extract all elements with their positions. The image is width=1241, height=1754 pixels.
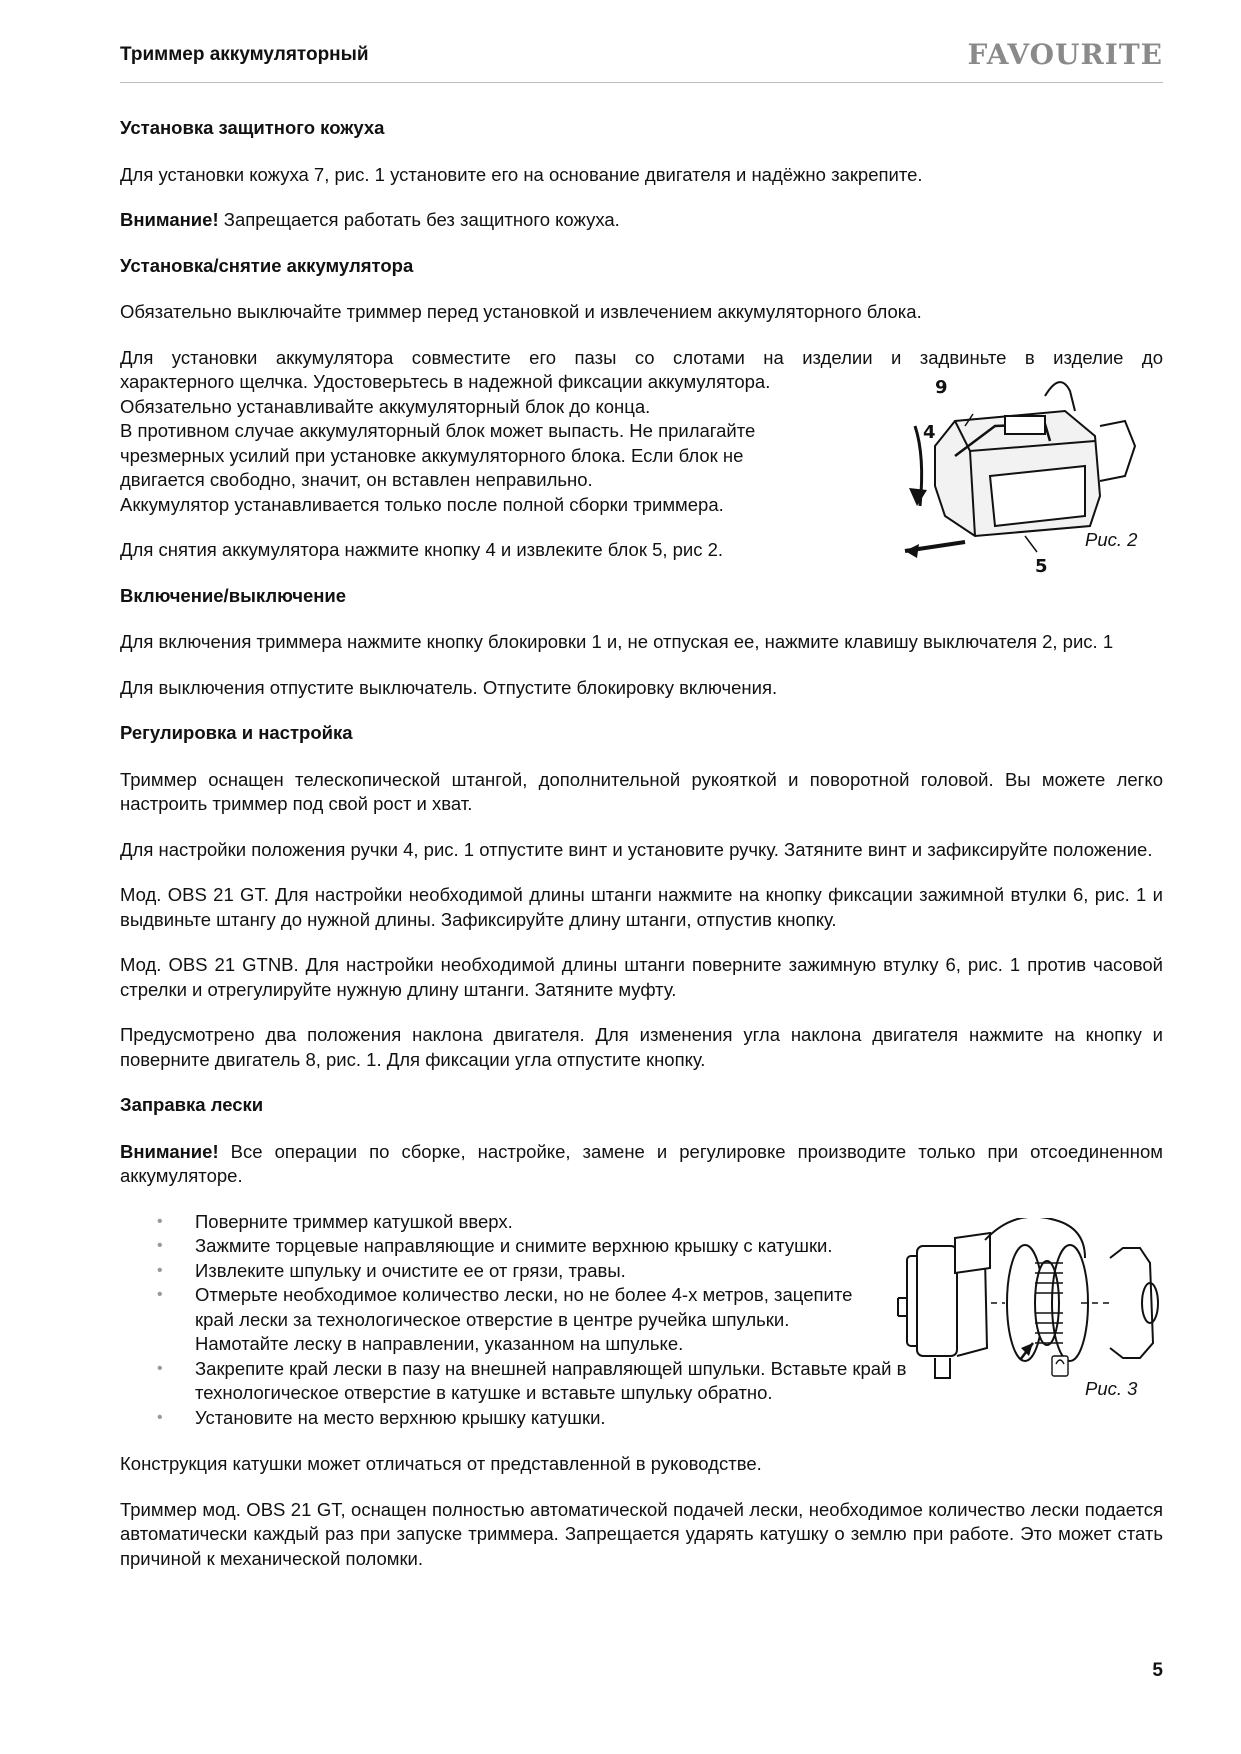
brand-logo: FAVOURITE — [967, 38, 1163, 71]
battery-line-5: чрезмерных усилий при установке аккумуляторного блока. Если блок не — [120, 444, 744, 466]
battery-paragraph-1: Обязательно выключайте триммер перед установкой и извлечением аккумуляторного блока. — [120, 301, 922, 322]
adjust-paragraph-5: Предусмотрено два положения наклона двигателя. Для изменения угла наклона двигателя нажмите на кнопку и поверните двигатель 8, рис. 1. Для фиксации угла отпустите кнопку. — [120, 1024, 1163, 1070]
left-arrow-icon — [905, 544, 919, 558]
down-arrow-icon — [909, 488, 927, 506]
page-number: 5 — [1152, 1660, 1163, 1681]
section-heading-battery: Установка/снятие аккумулятора — [120, 254, 414, 276]
battery-line-2: характерного щелчка. Удостоверьтесь в надежной фиксации аккумулятора. — [120, 371, 771, 392]
figure-caption-3: Рис. 3 — [1085, 1378, 1138, 1399]
warning-text: Все операции по сборке, настройке, замене и регулировке производите только при отсоединенном аккумуляторе. — [120, 1140, 1163, 1186]
figure-caption-2: Рис. 2 — [1085, 529, 1138, 550]
document-title: Триммер аккумуляторный — [120, 44, 369, 65]
battery-line-6: двигается свободно, значит, он вставлен неправильно. — [120, 469, 593, 490]
switch-paragraph-2: Для выключения отпустите выключатель. Отпустите блокировку включения. — [120, 676, 778, 698]
switch-paragraph-1: Для включения триммера нажмите кнопку блокировки 1 и, не отпуская ее, нажмите клавишу выключателя 2, рис. 1 — [120, 631, 1114, 652]
figure-label-4: 4 — [923, 422, 936, 443]
insert-arrow-icon — [1021, 1343, 1033, 1356]
battery-line-7: Аккумулятор устанавливается только после полной сборки триммера. — [120, 493, 724, 515]
adjust-paragraph-2: Для настройки положения ручки 4, рис. 1 отпустите винт и установите ручку. Затяните винт и зафиксируйте положение. — [120, 838, 1153, 860]
list-item: • Зажмите торцевые направляющие и снимите верхнюю крышку с катушки. — [120, 1234, 855, 1259]
section-heading-switch: Включение/выключение — [120, 584, 347, 606]
list-item: • Отмерьте необходимое количество лески, но не более 4-х метров, зацепите край лески за технологическое отверстие в центре ручейка шпульки. Намотайте леску в направлении, указанном на шпульке. — [120, 1283, 860, 1357]
list-item: • Закрепите край лески в пазу на внешней направляющей шпульки. Вставьте край в технологическое отверстие в катушке и вставьте шпульку обратно. — [120, 1357, 1025, 1406]
section-heading-adjust: Регулировка и настройка — [120, 722, 353, 743]
adjust-paragraph-4: Мод. OBS 21 GTNB. Для настройки необходимой длины штанги поверните зажимную втулку 6, рис. 1 против часовой стрелки и отрегулируйте нужную длину штанги. Затяните муфту. — [120, 954, 1163, 1000]
figure-label-9: 9 — [935, 377, 948, 398]
line-paragraph-1: Конструкция катушки может отличаться от представленной в руководстве. — [120, 1453, 762, 1474]
list-item: • Установите на место верхнюю крышку катушки. — [120, 1406, 1163, 1431]
guard-warning — [120, 208, 1163, 233]
figure-label-5: 5 — [1035, 556, 1048, 576]
battery-paragraph-3: Для снятия аккумулятора нажмите кнопку 4 и извлеките блок 5, рис 2. — [120, 539, 724, 560]
section-heading-line: Заправка лески — [120, 1094, 264, 1115]
warning-label: Внимание! — [120, 209, 219, 230]
adjust-paragraph-3: Мод. OBS 21 GT. Для настройки необходимой длины штанги нажмите на кнопку фиксации зажимной втулки 6, рис. 1 и выдвиньте штангу до нужной длины. Зафиксируйте длину штанги, отпустив кнопку. — [120, 884, 1163, 930]
warning-label: Внимание! — [120, 1140, 219, 1162]
battery-line-3: Обязательно устанавливайте аккумуляторный блок до конца. — [120, 395, 651, 417]
battery-line-1: Для установки аккумулятора совместите его пазы со слотами на изделии и задвиньте в изделие до — [120, 346, 1163, 368]
figure-spool — [895, 1218, 1167, 1413]
figure-battery — [895, 366, 1167, 576]
lock-icon — [1052, 1356, 1068, 1376]
warning-text: Запрещается работать без защитного кожуха. — [218, 209, 620, 230]
guard-paragraph: Для установки кожуха 7, рис. 1 установите его на основание двигателя и надёжно закрепите. — [120, 163, 923, 185]
list-item: • Извлеките шпульку и очистите ее от грязи, травы. — [120, 1259, 1163, 1284]
line-paragraph-2: Триммер мод. OBS 21 GT, оснащен полностью автоматической подачей лески, необходимое количество лески подается автоматически каждый раз при запуске триммера. Запрещается ударять катушку о землю при работе. Это может стать причиной к механической поломки. — [120, 1498, 1163, 1569]
line-warning — [120, 1140, 1163, 1189]
page-header — [120, 36, 1163, 83]
list-item: • Поверните триммер катушкой вверх. — [120, 1210, 1163, 1235]
battery-line-4: В противном случае аккумуляторный блок может выпасть. Не прилагайте — [120, 420, 756, 441]
section-heading-guard: Установка защитного кожуха — [120, 117, 385, 138]
adjust-paragraph-1: Триммер оснащен телескопической штангой, дополнительной рукояткой и поворотной головой. Вы можете легко настроить триммер под свой рост и хват. — [120, 768, 1163, 814]
